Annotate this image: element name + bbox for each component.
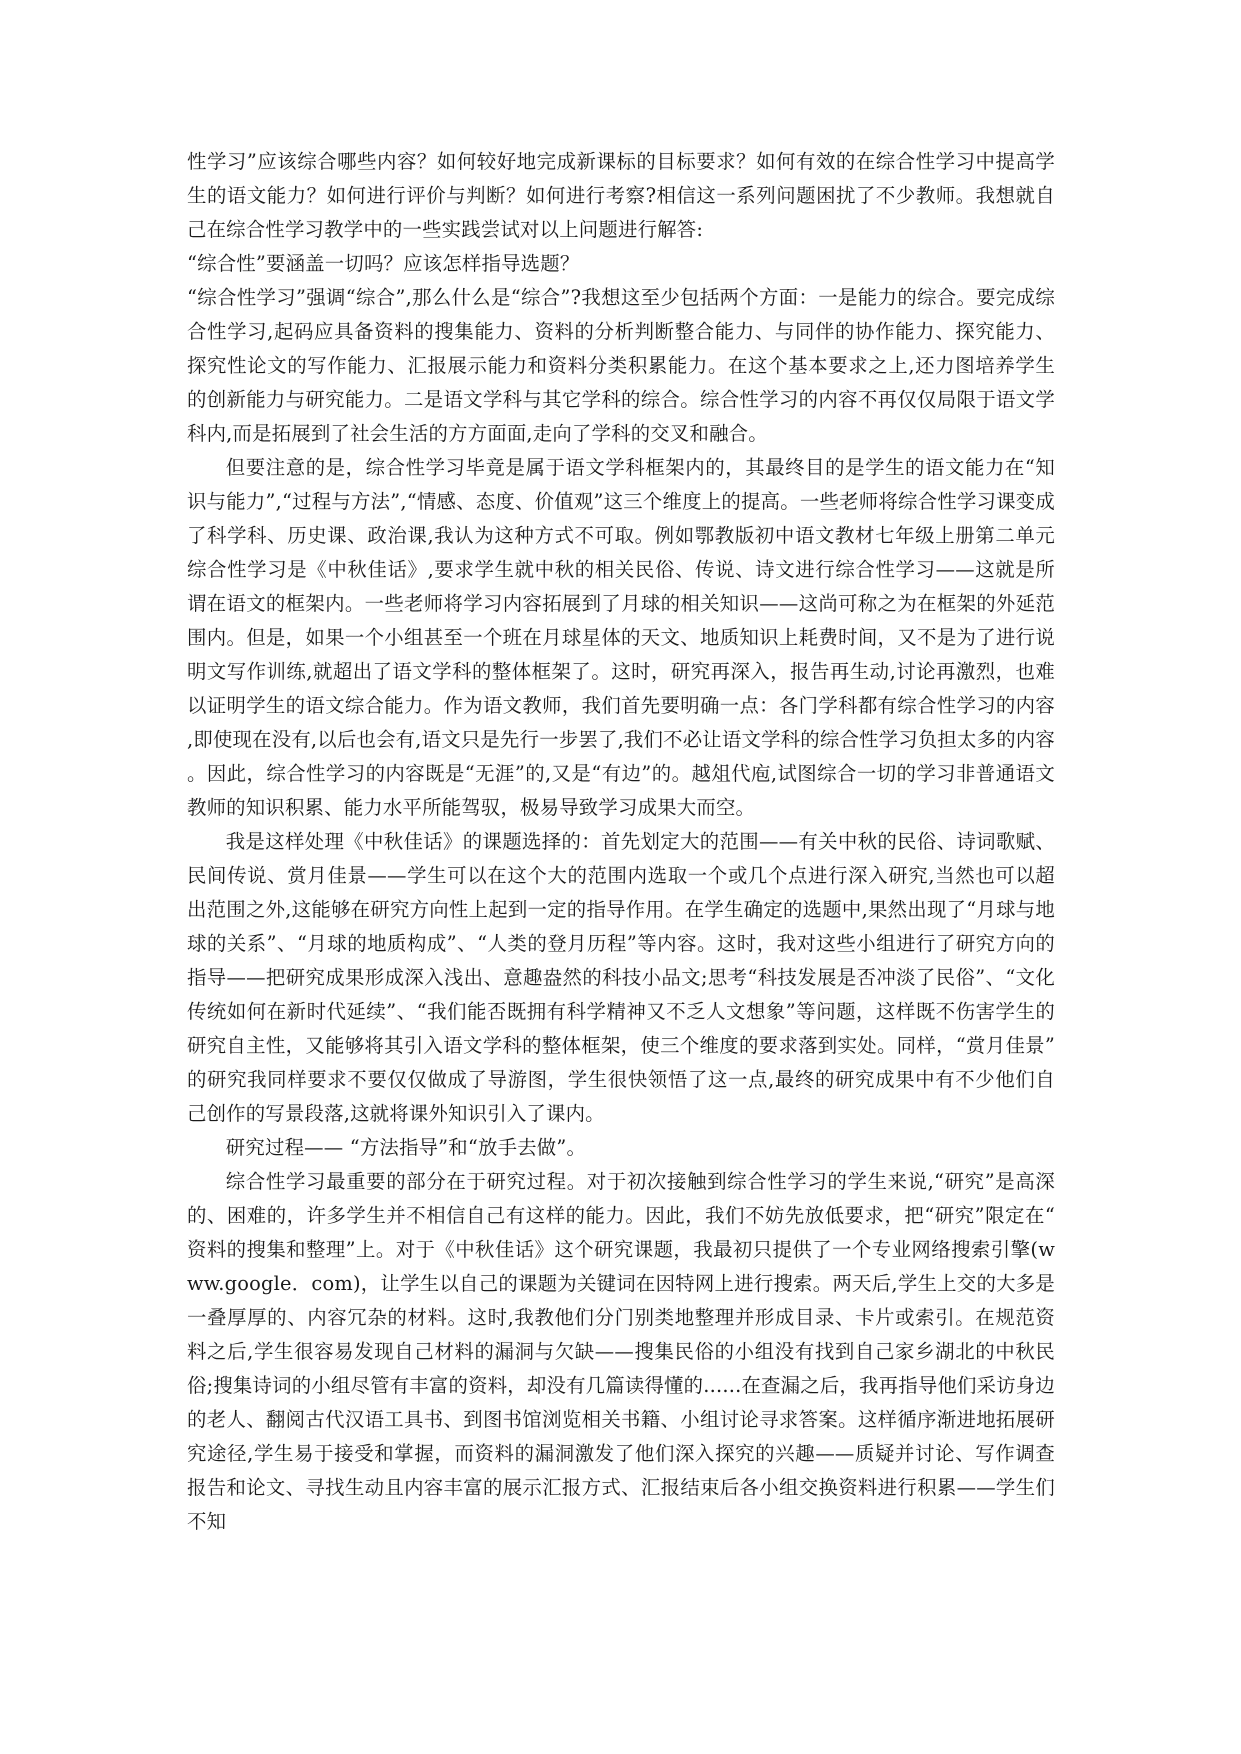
section-heading-topic-selection: “综合性”要涵盖一切吗？应该怎样指导选题？ bbox=[187, 252, 580, 275]
paragraph-intro-questions: 性学习”应该综合哪些内容？如何较好地完成新课标的目标要求？如何有效的在综合性学习中提高学生的语文能力？如何进行评价与判断？如何进行考察?相信这一系列问题困扰了不少教师。我想就自己在综合性学习教学中的一些实践尝试对以上问题进行解答: bbox=[187, 150, 1055, 241]
section-heading-research-process: 研究过程—— “方法指导”和“放手去做”。 bbox=[225, 1136, 587, 1159]
paragraph-research-process: 综合性学习最重要的部分在于研究过程。对于初次接触到综合性学习的学生来说,“研究”是高深的、困难的，许多学生并不相信自己有这样的能力。因此，我们不妨先放低要求，把“研究”限定在“资料的搜集和整理”上。对于《中秋佳话》这个研究课题，我最初只提供了一个专业网络搜索引擎(www.google．com)，让学生以自己的课题为关键词在因特网上进行搜索。两天后,学生上交的大多是一叠厚厚的、内容冗杂的材料。这时,我教他们分门别类地整理并形成目录、卡片或索引。在规范资料之后,学生很容易发现自己材料的漏洞与欠缺——搜集民俗的小组没有找到自己家乡湖北的中秋民俗;搜集诗词的小组尽管有丰富的资料，却没有几篇读得懂的......在查漏之后，我再指导他们采访身边的老人、翻阅古代汉语工具书、到图书馆浏览相关书籍、小组讨论寻求答案。这样循序渐进地拓展研究途径,学生易于接受和掌握，而资料的漏洞激发了他们深入探究的兴趣——质疑并讨论、写作调查报告和论文、寻找生动且内容丰富的展示汇报方式、汇报结束后各小组交换资料进行积累——学生们不知 bbox=[187, 1170, 1055, 1533]
paragraph-framework-caution: 但要注意的是，综合性学习毕竟是属于语文学科框架内的，其最终目的是学生的语文能力在“知识与能力”,“过程与方法”,“情感、态度、价值观”这三个维度上的提高。一些老师将综合性学习课变成了科学科、历史课、政治课,我认为这种方式不可取。例如鄂教版初中语文教材七年级上册第二单元综合性学习是《中秋佳话》,要求学生就中秋的相关民俗、传说、诗文进行综合性学习——这就是所谓在语文的框架内。一些老师将学习内容拓展到了月球的相关知识——这尚可称之为在框架的外延范围内。但是，如果一个小组甚至一个班在月球星体的天文、地质知识上耗费时间，又不是为了进行说明文写作训练,就超出了语文学科的整体框架了。这时，研究再深入，报告再生动,讨论再激烈，也难以证明学生的语文综合能力。作为语文教师，我们首先要明确一点：各门学科都有综合性学习的内容,即使现在没有,以后也会有,语文只是先行一步罢了,我们不必让语文学科的综合性学习负担太多的内容。因此，综合性学习的内容既是“无涯”的,又是“有边”的。越俎代庖,试图综合一切的学习非普通语文教师的知识积累、能力水平所能驾驭，极易导致学习成果大而空。 bbox=[187, 456, 1055, 819]
paragraph-definition-of-synthesis: “综合性学习”强调“综合”,那么什么是“综合”?我想这至少包括两个方面：一是能力的综合。要完成综合性学习,起码应具备资料的搜集能力、资料的分析判断整合能力、与同伴的协作能力、探究能力、探究性论文的写作能力、汇报展示能力和资料分类积累能力。在这个基本要求之上,还力图培养学生的创新能力与研究能力。二是语文学科与其它学科的综合。综合性学习的内容不再仅仅局限于语文学科内,而是拓展到了社会生活的方方面面,走向了学科的交叉和融合。 bbox=[187, 286, 1055, 445]
paragraph-topic-handling: 我是这样处理《中秋佳话》的课题选择的：首先划定大的范围——有关中秋的民俗、诗词歌赋、民间传说、赏月佳景——学生可以在这个大的范围内选取一个或几个点进行深入研究,当然也可以超出范围之外,这能够在研究方向性上起到一定的指导作用。在学生确定的选题中,果然出现了“月球与地球的关系”、“月球的地质构成”、“人类的登月历程”等内容。这时，我对这些小组进行了研究方向的指导——把研究成果形成深入浅出、意趣盎然的科技小品文;思考“科技发展是否冲淡了民俗”、“文化传统如何在新时代延续”、“我们能否既拥有科学精神又不乏人文想象”等问题，这样既不伤害学生的研究自主性，又能够将其引入语文学科的整体框架，使三个维度的要求落到实处。同样，“赏月佳景”的研究我同样要求不要仅仅做成了导游图，学生很快领悟了这一点,最终的研究成果中有不少他们自己创作的写景段落,这就将课外知识引入了课内。 bbox=[187, 830, 1055, 1125]
document-page bbox=[187, 145, 1055, 1539]
